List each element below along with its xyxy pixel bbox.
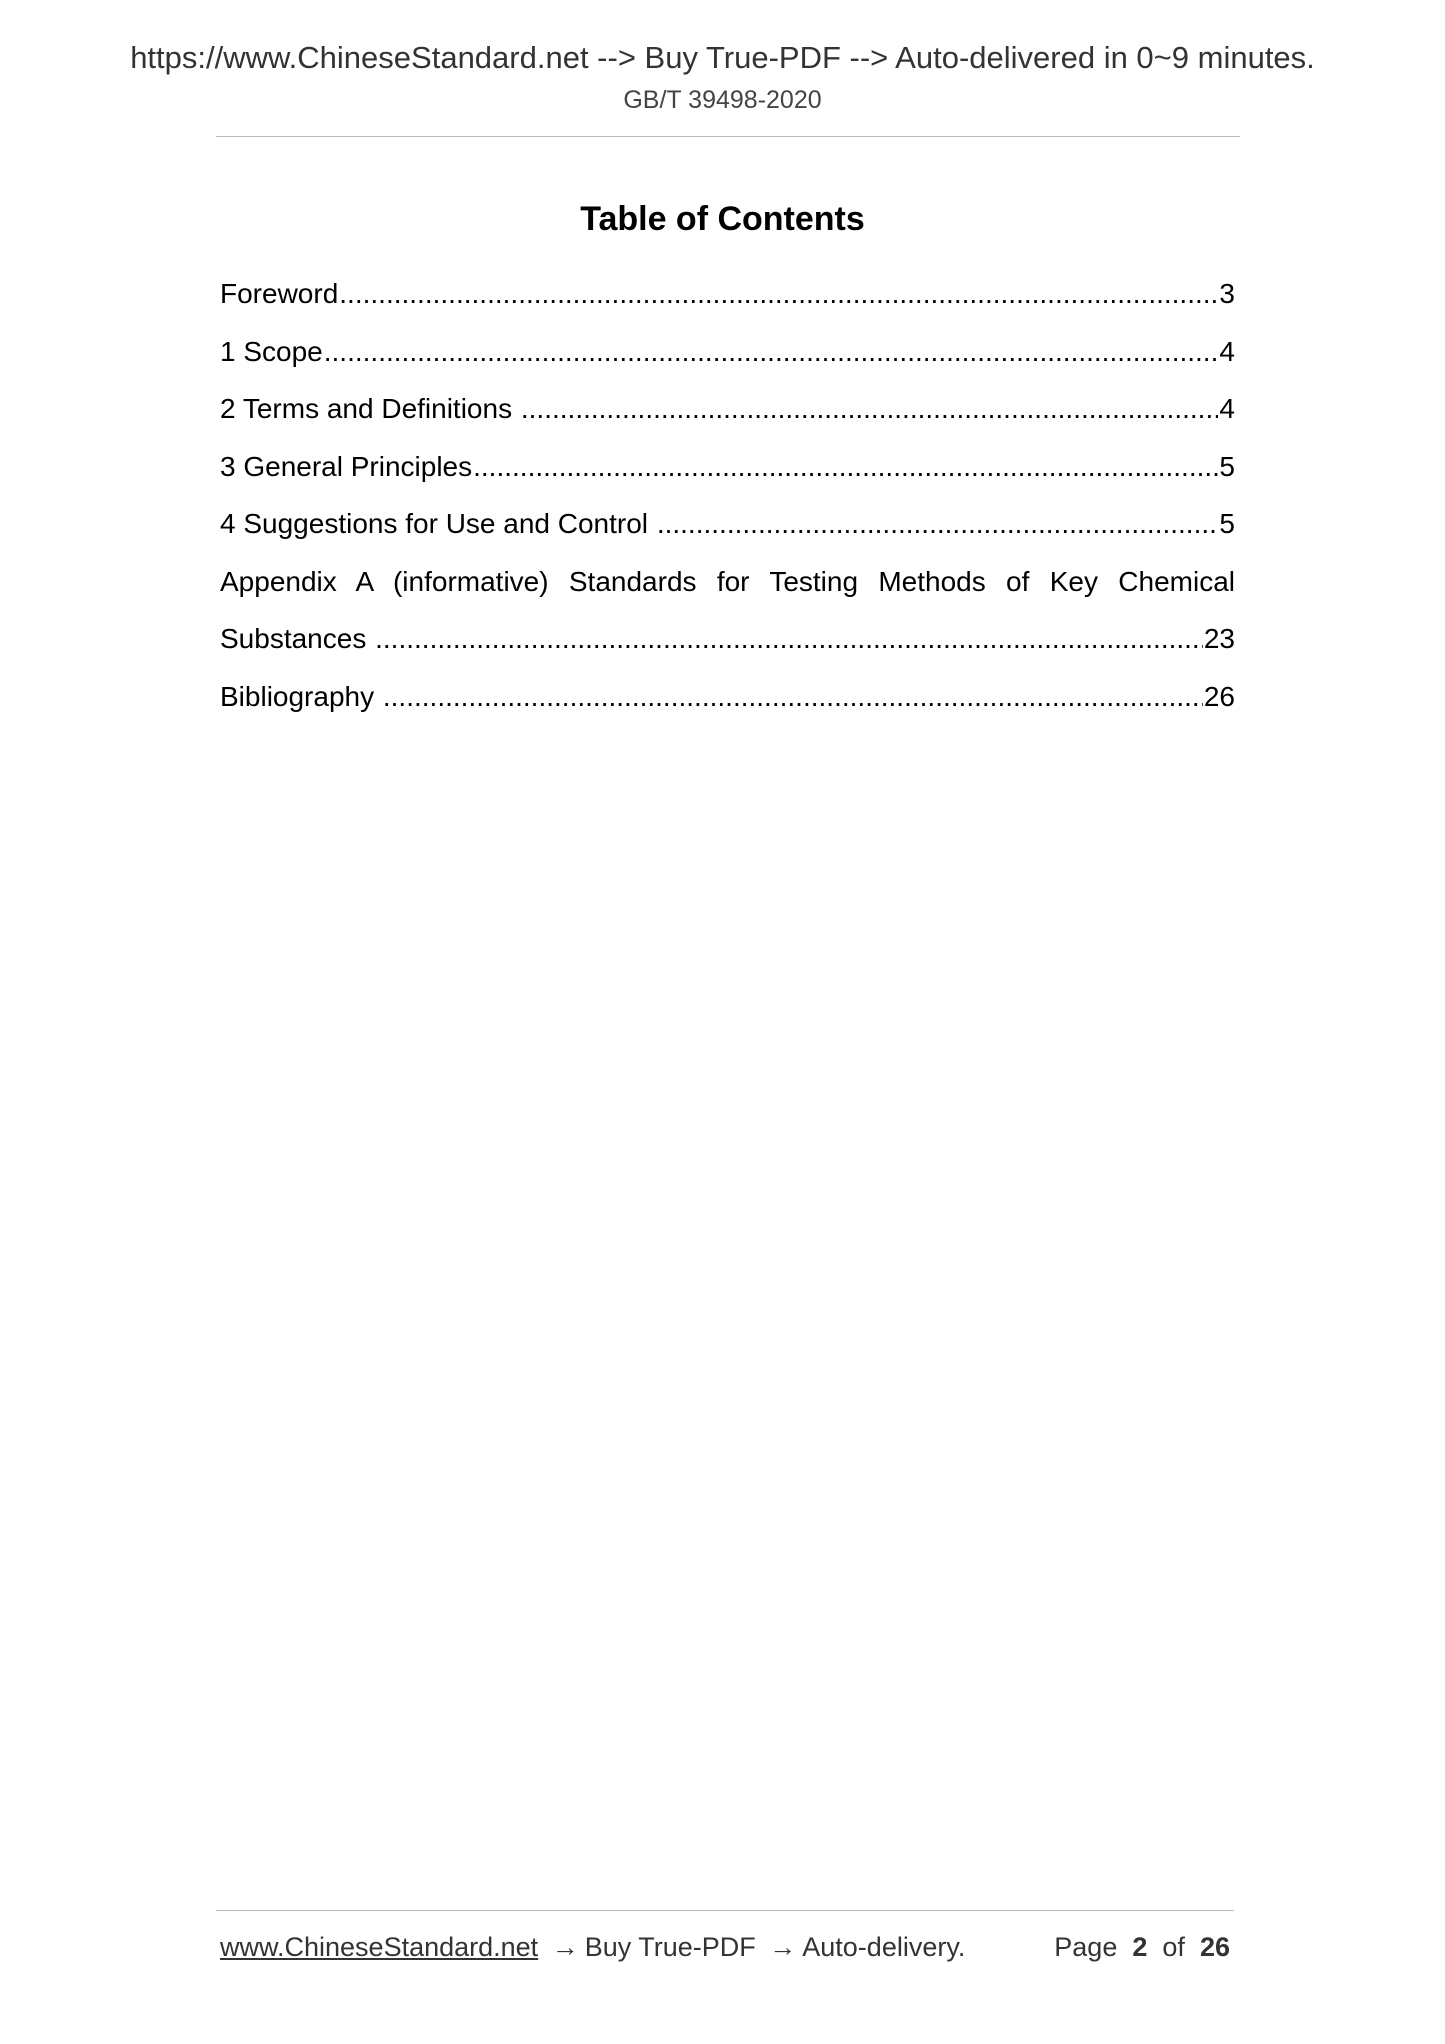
toc-entry-foreword[interactable] bbox=[220, 265, 1235, 323]
page-current: 2 bbox=[1132, 1932, 1148, 1962]
page-total: 26 bbox=[1199, 1932, 1230, 1962]
table-of-contents bbox=[220, 265, 1235, 725]
toc-leader-dots bbox=[473, 438, 1218, 496]
header-divider bbox=[216, 136, 1240, 137]
toc-entry-label: 1 Scope bbox=[220, 335, 323, 367]
toc-leader-dots bbox=[339, 265, 1218, 323]
toc-entry-page: 4 bbox=[1219, 393, 1235, 424]
toc-leader-dots bbox=[375, 610, 1203, 668]
toc-entry-page: 5 bbox=[1219, 508, 1235, 539]
toc-entry-bibliography[interactable] bbox=[220, 668, 1235, 726]
header-url-line: https://www.ChineseStandard.net --> Buy True-PDF --> Auto-delivered in 0~9 minutes. bbox=[130, 40, 1315, 75]
toc-leader-dots bbox=[324, 323, 1219, 381]
arrow-right-icon: → bbox=[551, 1932, 579, 1962]
standard-code: GB/T 39498-2020 bbox=[623, 86, 822, 114]
toc-entry-appendix-a[interactable] bbox=[220, 553, 1235, 668]
footer-site-link[interactable]: www.ChineseStandard.net bbox=[220, 1932, 539, 1962]
footer-delivery-text: Auto-delivery. bbox=[802, 1932, 966, 1962]
toc-entry-page: 5 bbox=[1219, 450, 1235, 482]
toc-entry-label: 3 General Principles bbox=[220, 450, 473, 482]
toc-entry-general-principles[interactable] bbox=[220, 438, 1235, 496]
toc-entry-label-line2: Substances bbox=[220, 623, 375, 654]
toc-entry-page: 23 bbox=[1203, 623, 1235, 654]
toc-entry-scope[interactable] bbox=[220, 323, 1235, 381]
footer-buy-text: Buy True-PDF bbox=[584, 1932, 756, 1962]
toc-entry-page: 4 bbox=[1219, 335, 1235, 367]
toc-leader-dots bbox=[657, 495, 1219, 553]
toc-title: Table of Contents bbox=[580, 200, 865, 238]
toc-entry-label: 4 Suggestions for Use and Control bbox=[220, 508, 656, 539]
arrow-right-icon: → bbox=[769, 1932, 797, 1962]
toc-entry-page: 3 bbox=[1219, 278, 1235, 309]
footer-divider bbox=[216, 1910, 1234, 1911]
footer bbox=[220, 1932, 1230, 1963]
toc-entry-label: Foreword bbox=[220, 278, 339, 309]
toc-entry-label: 2 Terms and Definitions bbox=[220, 393, 520, 424]
page-word: Page bbox=[1054, 1932, 1118, 1962]
toc-entry-terms-definitions[interactable] bbox=[220, 380, 1235, 438]
toc-leader-dots bbox=[383, 668, 1203, 726]
toc-entry-label-line1: Appendix A (informative) Standards for Testing Methods of Key Chemical bbox=[220, 565, 1235, 597]
toc-entry-suggestions[interactable] bbox=[220, 495, 1235, 553]
of-word: of bbox=[1162, 1932, 1185, 1962]
toc-leader-dots bbox=[521, 380, 1219, 438]
toc-entry-page: 26 bbox=[1203, 680, 1235, 712]
toc-entry-label: Bibliography bbox=[220, 680, 382, 712]
page-indicator bbox=[1054, 1932, 1230, 1963]
